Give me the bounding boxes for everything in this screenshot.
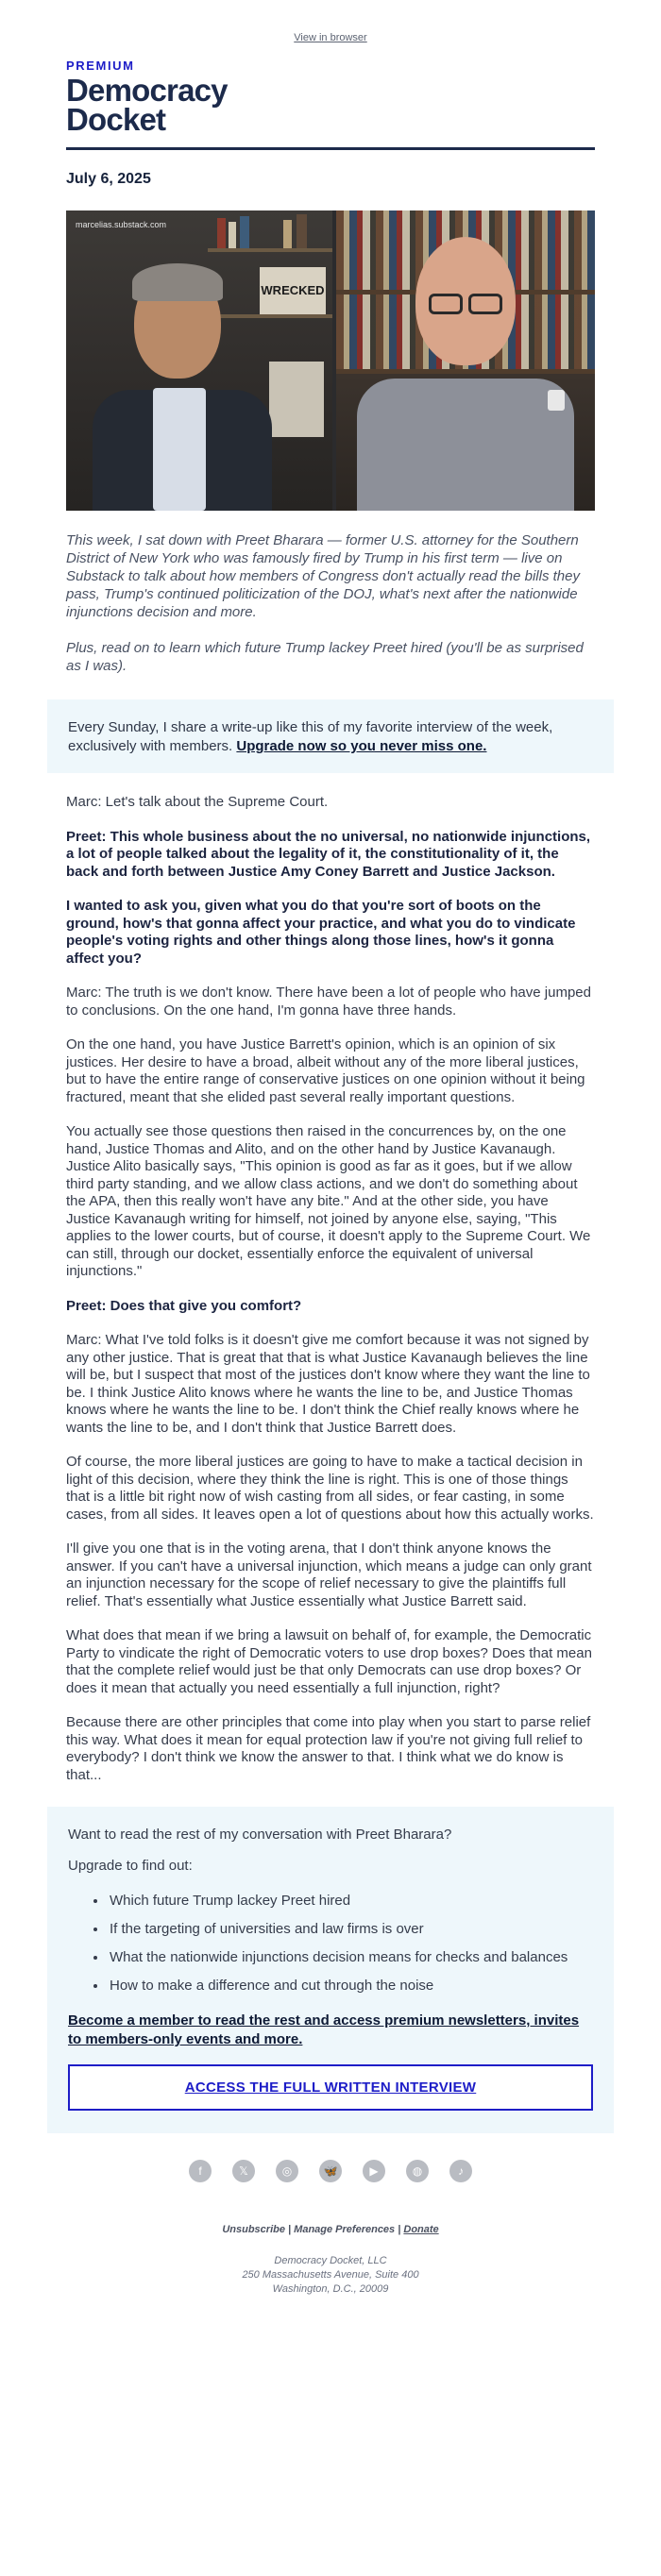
footer — [0, 2224, 661, 2297]
guest-hair — [132, 263, 223, 301]
interview-transcript — [66, 794, 595, 1784]
instagram-icon[interactable]: ◎ — [276, 2160, 298, 2182]
answer-paragraph: You actually see those questions then raised in the concurrences by, on the one hand, Justice Thomas and Alito, and on the other hand by Justice Kavanaugh. Justice Alito basically says, "This opinion is good as far as it goes, but if we allow third party standing, and we allow class actions, and we don't do something about the APA, then this really won't have any bite." And at the other side, you have Justice Kavanaugh writing for himself, not joined by anyone else, saying, "This applies to the lower courts, but of course, it doesn't apply to the Supreme Court. We can still, through our docket, essentially enforce the equivalent of universal injunctions." — [66, 1123, 591, 1279]
access-interview-button[interactable]: ACCESS THE FULL WRITTEN INTERVIEW — [68, 2064, 593, 2111]
intro-paragraph: This week, I sat down with Preet Bharara — former U.S. attorney for the Southern District of New York who was famously fired by Trump in his first term — live on Substack to talk about how members of Congress don't actually read the bills they pass, Trump's continued politicization of the DOJ, what's next after the nationwide injunctions decision and more. — [66, 532, 580, 620]
answer-paragraph: What does that mean if we bring a lawsuit on behalf of, for example, the Democratic Party to vindicate the right of Democratic voters to use drop boxes? Does that mean that the complete relief would just be that only Democrats can use drop boxes? Or does it mean that actually you need essentially a full injunction, right? — [66, 1627, 592, 1696]
membership-callout — [47, 699, 614, 773]
callout-text: Every Sunday, I share a write-up like this of my favorite interview of the week, exclusively with members. — [68, 719, 553, 754]
upsell-item: • Which future Trump lackey Preet hired — [108, 1887, 593, 1915]
footer-address — [0, 2254, 661, 2297]
unsubscribe-link[interactable]: Unsubscribe — [222, 2224, 285, 2235]
upsell-item: • What the nationwide injunctions decision means for checks and balances — [108, 1944, 593, 1972]
footer-separator: | — [398, 2224, 401, 2235]
upgrade-link[interactable]: Upgrade now so you never miss one. — [236, 738, 487, 754]
shelf — [336, 369, 595, 374]
tiktok-icon[interactable]: ♪ — [449, 2160, 472, 2182]
answer-paragraph: Of course, the more liberal justices are going to have to make a tactical decision in light of this decision, where they think the line is right. This is one of those things that is a little bit right now of wish casting from all sides, or fear casting, in some cases, from all sides. It leaves open a lot of questions about how this actually works. — [66, 1454, 594, 1523]
substack-tag: marcelias.substack.com — [76, 220, 167, 229]
book — [283, 220, 292, 248]
book — [229, 222, 236, 248]
website-icon[interactable]: ◍ — [406, 2160, 429, 2182]
issue-date: July 6, 2025 — [66, 171, 151, 187]
x-icon[interactable]: 𝕏 — [232, 2160, 255, 2182]
footer-links — [0, 2224, 661, 2235]
answer-paragraph: I'll give you one that is in the voting arena, that I don't think anyone knows the answer. If you can't have a universal injunction, which means a judge can only grant an injunction necessary for the scope of relief necessary to give the plaintiffs full relief. That's essentially what Justice essentially what Justice Barrett said. — [66, 1541, 592, 1609]
manage-preferences-link[interactable]: Manage Preferences — [294, 2224, 396, 2235]
bluesky-icon[interactable]: 🦋 — [319, 2160, 342, 2182]
upsell-sub: Upgrade to find out: — [68, 1858, 193, 1874]
answer-paragraph: Because there are other principles that come into play when you start to parse relief this way. What does it mean for equal protection law if you're not giving full relief to everybody? I don't think we know the answer to that. I think what we do know is that... — [66, 1714, 591, 1783]
donate-link[interactable]: Donate — [403, 2224, 439, 2235]
upsell-item: • How to make a difference and cut through the noise — [108, 1972, 593, 2000]
host-panel — [336, 210, 595, 511]
footer-street: 250 Massachusetts Avenue, Suite 400 — [242, 2269, 419, 2281]
guest-panel — [66, 210, 332, 511]
question-paragraph: Preet: Does that give you comfort? — [66, 1297, 302, 1314]
host-sweater — [357, 379, 574, 511]
hero-video-still[interactable] — [66, 210, 595, 511]
footer-city: Washington, D.C., 20009 — [272, 2283, 389, 2295]
become-member-link[interactable]: Become a member to read the rest and access premium newsletters, invites to members-only events and more. — [68, 2012, 580, 2047]
upsell-item: • If the targeting of universities and law firms is over — [108, 1915, 593, 1944]
logo-line-2: Docket — [66, 102, 166, 137]
shelf — [208, 314, 332, 318]
host-glasses-right — [468, 294, 502, 314]
upsell-list — [108, 1887, 593, 2000]
view-in-browser-link[interactable]: View in browser — [294, 32, 367, 43]
guest-shirt — [153, 388, 206, 511]
shelf — [208, 248, 332, 252]
logo-line-1: Democracy — [66, 73, 228, 108]
question-paragraph: Preet: This whole business about the no universal, no nationwide injunctions, a lot of people talked about the legality of it, the constitutionality of it, the back and forth between Justice Amy Coney Barrett and Justice Jackson. — [66, 828, 591, 880]
answer-paragraph: Marc: Let's talk about the Supreme Court. — [66, 794, 329, 810]
logo[interactable] — [66, 59, 595, 150]
upgrade-panel — [47, 1807, 614, 2133]
book-cover: WRECKED — [260, 267, 326, 314]
footer-separator: | — [288, 2224, 292, 2235]
answer-paragraph: On the one hand, you have Justice Barrett's opinion, which is an opinion of six justices. Her desire to have a broad, albeit without any of the more liberal justices, but to have the entire range of conservative justices on one opinion without it being fractured, meant that she elided past several really important questions. — [66, 1036, 585, 1105]
upsell-lead: Want to read the rest of my conversation with Preet Bharara? — [68, 1827, 452, 1843]
answer-paragraph: Marc: The truth is we don't know. There have been a lot of people who have jumped to conclusions. On the one hand, I'm gonna have three hands. — [66, 985, 591, 1019]
book — [217, 218, 226, 248]
intro-paragraph: Plus, read on to learn which future Trump lackey Preet hired (you'll be as surprised as I was). — [66, 640, 584, 674]
youtube-icon[interactable]: ▶ — [363, 2160, 385, 2182]
answer-paragraph: Marc: What I've told folks is it doesn't give me comfort because it was not signed by any other justice. That is great that that is what Justice Kavanaugh believes the line will be, but I suspect that most of the justices don't know where they want the line to be. I think Justice Alito knows where he wants the line to be, and Justice Thomas knows where he wants the line to be. I don't think the Chief really knows where he wants the line to be, and I don't think that Justice Barrett does. — [66, 1332, 590, 1436]
book-cover — [269, 362, 324, 437]
footer-org: Democracy Docket, LLC — [274, 2255, 387, 2266]
book — [240, 216, 249, 248]
facebook-icon[interactable]: f — [189, 2160, 212, 2182]
book — [297, 214, 307, 248]
intro — [66, 531, 595, 675]
social-links — [0, 2160, 661, 2188]
host-glasses-left — [429, 294, 463, 314]
logo-wordmark — [66, 73, 595, 137]
logo-premium-label: PREMIUM — [66, 59, 135, 73]
microphone-icon — [548, 390, 565, 411]
question-paragraph: I wanted to ask you, given what you do that you're sort of boots on the ground, how's that gonna affect your practice, and what you do to vindicate people's voting rights and other things along those lines, how's it gonna affect you? — [66, 898, 576, 967]
view-in-browser-row — [0, 0, 661, 59]
